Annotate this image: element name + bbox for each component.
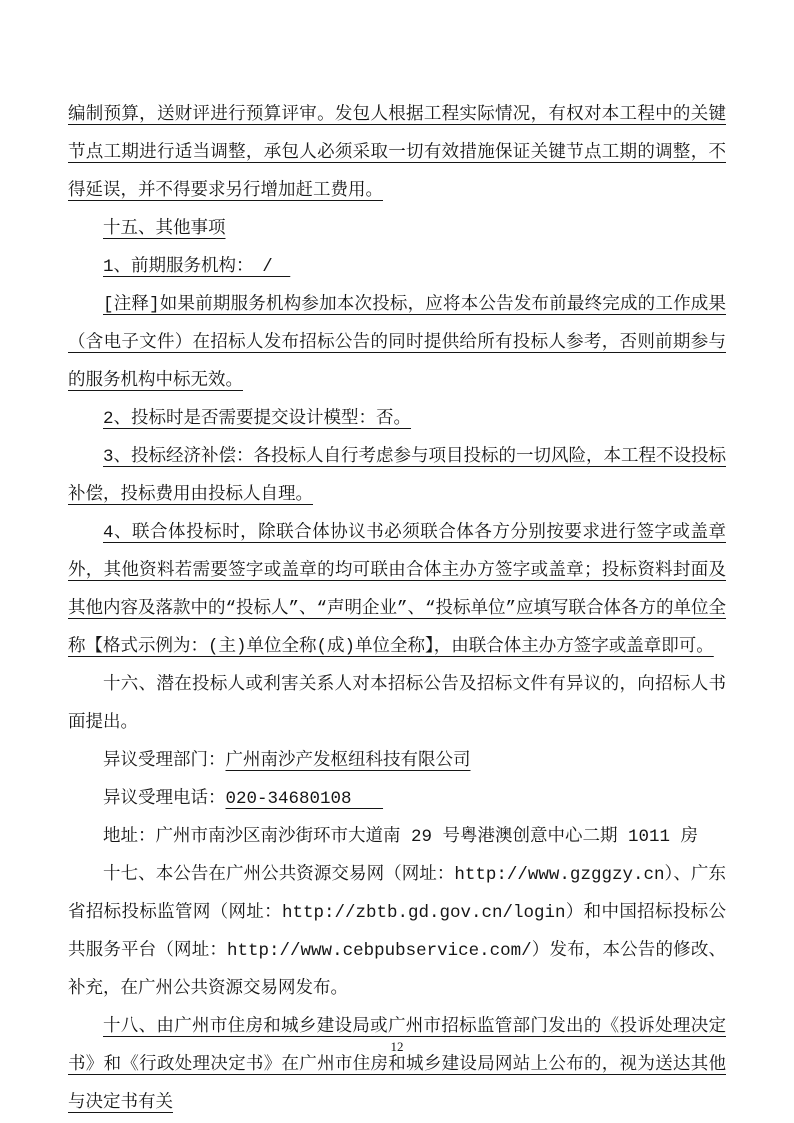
paragraph-preliminary-service-agency: 1、前期服务机构： / bbox=[103, 257, 291, 277]
page-footer bbox=[0, 1038, 794, 1056]
objection-phone-value: 020-34680108 bbox=[225, 789, 384, 809]
objection-department-label: 异议受理部门： bbox=[103, 751, 226, 771]
paragraph-note-preliminary-agency: [注释]如果前期服务机构参加本次投标，应将本公告发布前最终完成的工作成果（含电子文件）在招标人发布招标公告的同时提供给所有投标人参考，否则前期参与的服务机构中标无效。 bbox=[68, 295, 726, 391]
paragraph-section-16-objection: 十六、潜在投标人或利害关系人对本招标公告及招标文件有异议的，向招标人书面提出。 bbox=[68, 675, 726, 733]
paragraph-section-17-publication: 十七、本公告在广州公共资源交易网（网址：http://www.gzggzy.cn）、广东省招标投标监管网（网址：http://zbtb.gd.gov.cn/login）和中国招标投标公共服务平台（网址：http://www.cebpubservice.com/）发布，本公告的修改、补充，在广州公共资源交易网发布。 bbox=[68, 865, 726, 999]
paragraph-consortium-bidding: 4、联合体投标时，除联合体协议书必须联合体各方分别按要求进行签字或盖章外，其他资料若需要签字或盖章的均可联由合体主办方签字或盖章；投标资料封面及其他内容及落款中的“投标人”、“声明企业”、“投标单位”应填写联合体各方的单位全称【格式示例为：(主)单位全称(成)单位全称】，由联合体主办方签字或盖章即可。 bbox=[68, 523, 727, 657]
objection-phone-label: 异议受理电话： bbox=[103, 789, 226, 809]
paragraph-objection-department bbox=[68, 742, 726, 780]
page-number: 12 bbox=[390, 1039, 404, 1054]
paragraph-objection-phone bbox=[68, 780, 726, 818]
paragraph-address: 地址：广州市南沙区南沙街环市大道南 29 号粤港澳创意中心二期 1011 房 bbox=[103, 827, 699, 847]
paragraph-design-model: 2、投标时是否需要提交设计模型：否。 bbox=[103, 409, 412, 429]
paragraph-budget-review-carryover: 编制预算，送财评进行预算评审。发包人根据工程实际情况，有权对本工程中的关键节点工期进行适当调整，承包人必须采取一切有效措施保证关键节点工期的调整，不得延误，并不得要求另行增加赶工费用。 bbox=[68, 105, 726, 201]
paragraph-section-18-decisions: 十八、由广州市住房和城乡建设局或广州市招标监管部门发出的《投诉处理决定书》和《行政处理决定书》在广州市住房和城乡建设局网站上公布的，视为送达其他与决定书有关 bbox=[68, 1017, 726, 1113]
paragraph-economic-compensation: 3、投标经济补偿：各投标人自行考虑参与项目投标的一切风险，本工程不设投标补偿，投标费用由投标人自理。 bbox=[68, 447, 726, 505]
objection-department-value: 广州南沙产发枢纽科技有限公司 bbox=[225, 751, 471, 771]
document-body bbox=[68, 96, 726, 1122]
heading-section-15: 十五、其他事项 bbox=[103, 219, 226, 239]
